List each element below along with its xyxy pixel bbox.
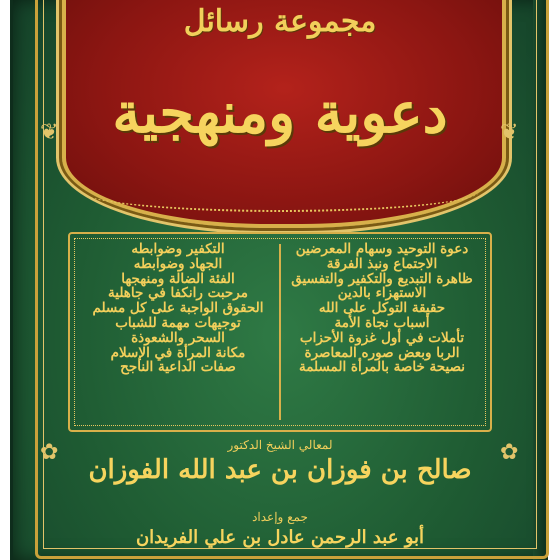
arch-ornament — [80, 170, 480, 212]
contents-item: التكفير وضوابطه — [131, 241, 225, 257]
contents-item: دعوة التوحيد وسهام المعرضين — [295, 241, 469, 257]
contents-item: ظاهرة التبديع والتكفير والتفسيق — [291, 270, 473, 287]
contents-item: حقيقة التوكل على الله — [318, 300, 446, 317]
contents-item: أسباب نجاة الأمة — [334, 314, 430, 331]
contents-panel — [68, 232, 492, 432]
right-lower-flourish-icon: ✿ — [500, 440, 519, 465]
contents-item: الاستهزاء بالدين — [337, 285, 427, 302]
scholar-name: صالح بن فوزان بن عبد الله الفوزان — [88, 455, 472, 485]
title-main: دعوية ومنهجية — [112, 80, 448, 146]
left-lower-flourish-icon: ✿ — [40, 440, 59, 465]
contents-left-column — [80, 242, 276, 375]
left-flourish-icon: ❦ — [40, 120, 59, 145]
contents-item: توجيهات مهمة للشباب — [115, 314, 241, 331]
contents-item: الحقوق الواجبة على كل مسلم — [92, 300, 264, 317]
contents-item: الربا وبعض صوره المعاصرة — [304, 344, 460, 361]
contents-item: نصيحة خاصة بالمرأة المسلمة — [298, 359, 466, 376]
contents-item: السحر والشعوذة — [131, 329, 225, 346]
contents-item: الاجتماع ونبذ الفرقة — [326, 255, 438, 272]
contents-item: الفئة الضالة ومنهجها — [121, 270, 235, 287]
compiler-name: أبو عبد الرحمن عادل بن علي الفريدان — [135, 527, 425, 548]
contents-item: تأملات في أول غزوة الأحزاب — [299, 329, 465, 346]
compiled-by-label: جمع وإعداد — [252, 510, 308, 524]
contents-item: الجهاد وضوابطه — [133, 255, 223, 272]
lectures-by-label: لمعالي الشيخ الدكتور — [227, 438, 333, 452]
contents-item: مكانة المرأة في الإسلام — [110, 344, 246, 361]
right-flourish-icon: ❦ — [500, 120, 519, 145]
contents-right-column — [284, 242, 480, 375]
contents-item: صفات الداعية الناجح — [120, 359, 236, 376]
column-divider — [279, 244, 281, 420]
title-top: مجموعة رسائل — [183, 4, 377, 39]
contents-item: مرحبت رانكفا في جاهلية — [108, 285, 248, 302]
